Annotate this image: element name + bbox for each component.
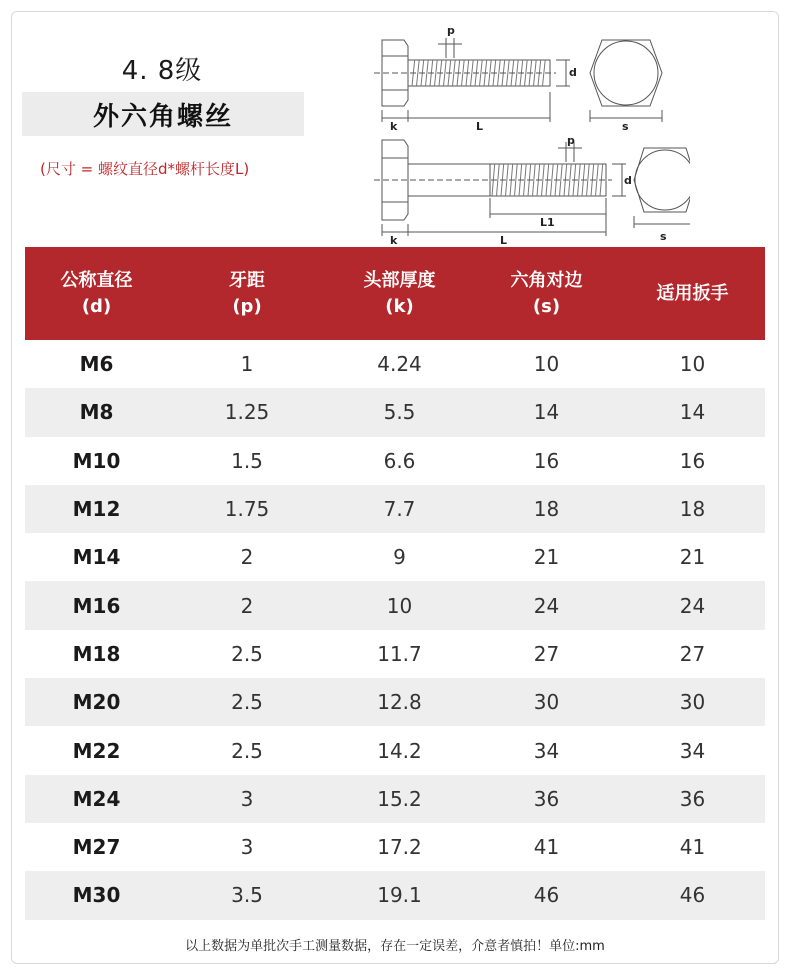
table-row [25,437,765,485]
top-hex-view [590,40,662,122]
size-note: (尺寸 = 螺纹直径d*螺杆长度L) [40,160,250,178]
header-head-thickness: 头部厚度 (k) [363,269,436,317]
table-row [25,678,765,726]
top-pitch-label: p [447,24,455,37]
table-cell: 2 [240,545,254,570]
table-row [25,823,765,871]
grade-title: 4. 8级 [121,56,203,86]
table-cell: 16 [533,448,560,473]
table-cell: 18 [533,497,560,522]
table-cell: 27 [679,641,706,666]
table-cell: 24 [533,593,560,618]
header-diameter: 公称直径 (d) [60,269,133,317]
bottom-bolt-side [374,140,626,236]
bolt-diagram [370,18,690,248]
table-cell: 4.24 [377,352,422,377]
top-diameter-label: d [569,66,577,79]
top-head-label: k [390,120,398,133]
table-cell: 30 [679,690,706,715]
bottom-hex-view [634,148,690,228]
table-cell: 2.5 [231,690,263,715]
table-cell: 41 [533,835,560,860]
table-row [25,533,765,581]
table-cell: 16 [679,448,706,473]
table-cell: M27 [72,835,121,860]
top-bolt-side [374,38,570,122]
table-cell: M8 [79,400,114,425]
table-cell: 1.75 [224,497,270,522]
table-row [25,630,765,678]
top-length-label: L [476,120,484,133]
header-wrench: 适用扳手 [656,282,729,304]
table-cell: 34 [533,738,560,763]
table-cell: 1.25 [224,400,270,425]
table-cell: M18 [72,641,121,666]
table-cell: 9 [393,545,406,570]
table-cell: 2.5 [231,641,263,666]
table-cell: M10 [72,448,121,473]
table-cell: 12.8 [377,690,422,715]
table-cell: 46 [533,883,560,908]
table-cell: 7.7 [383,497,416,522]
bottom-thread-length-label: L1 [540,216,555,229]
table-cell: 24 [679,593,706,618]
table-cell: 1 [240,352,254,377]
table-cell: 36 [679,786,706,811]
table-cell: 11.7 [377,641,422,666]
table-cell: 14 [533,400,560,425]
table-cell: M16 [72,593,121,618]
table-cell: 18 [679,497,706,522]
table-cell: 10 [386,593,413,618]
table-cell: 2 [240,593,254,618]
product-name: 外六角螺丝 [22,92,304,136]
table-row [25,581,765,629]
bottom-head-label: k [390,234,398,247]
table-cell: 14 [679,400,706,425]
table-cell: 3 [240,786,254,811]
table-body [25,340,765,920]
table-cell: 10 [533,352,560,377]
top-hex-label: s [622,120,629,133]
table-cell: 3.5 [231,883,263,908]
table-cell: 14.2 [377,738,422,763]
table-cell: 19.1 [377,883,422,908]
table-cell: M24 [72,786,121,811]
table-row [25,388,765,436]
table-cell: M22 [72,738,121,763]
table-cell: 21 [533,545,560,570]
table-cell: M6 [79,352,114,377]
table-header [25,247,765,340]
table-cell: 34 [679,738,706,763]
table-cell: 17.2 [377,835,422,860]
table-row [25,871,765,919]
table-row [25,340,765,388]
table-cell: 36 [533,786,560,811]
bolt-diagram-svg [370,18,690,248]
table-cell: 46 [679,883,706,908]
footer-note: 以上数据为单批次手工测量数据，存在一定误差，介意者慎拍！单位:mm [185,939,605,954]
bottom-hex-label: s [660,230,667,243]
spec-table [25,247,765,920]
table-cell: 2.5 [231,738,263,763]
bottom-diameter-label: d [624,174,632,187]
table-cell: 10 [679,352,706,377]
table-cell: M20 [72,690,121,715]
bottom-length-label: L [500,234,508,247]
table-row [25,485,765,533]
table-cell: 5.5 [383,400,416,425]
table-cell: 1.5 [231,448,263,473]
bottom-pitch-label: p [567,134,575,147]
table-row [25,775,765,823]
table-cell: M30 [72,883,121,908]
table-cell: M14 [72,545,121,570]
table-cell: 6.6 [383,448,416,473]
table-row [25,726,765,774]
table-cell: 21 [679,545,706,570]
table-cell: M12 [72,497,121,522]
header-pitch: 牙距 (p) [229,269,265,317]
header-across-flats: 六角对边 (s) [510,269,583,317]
table-cell: 15.2 [377,786,422,811]
table-cell: 41 [679,835,706,860]
table-cell: 27 [533,641,560,666]
table-cell: 3 [240,835,254,860]
table-cell: 30 [533,690,560,715]
